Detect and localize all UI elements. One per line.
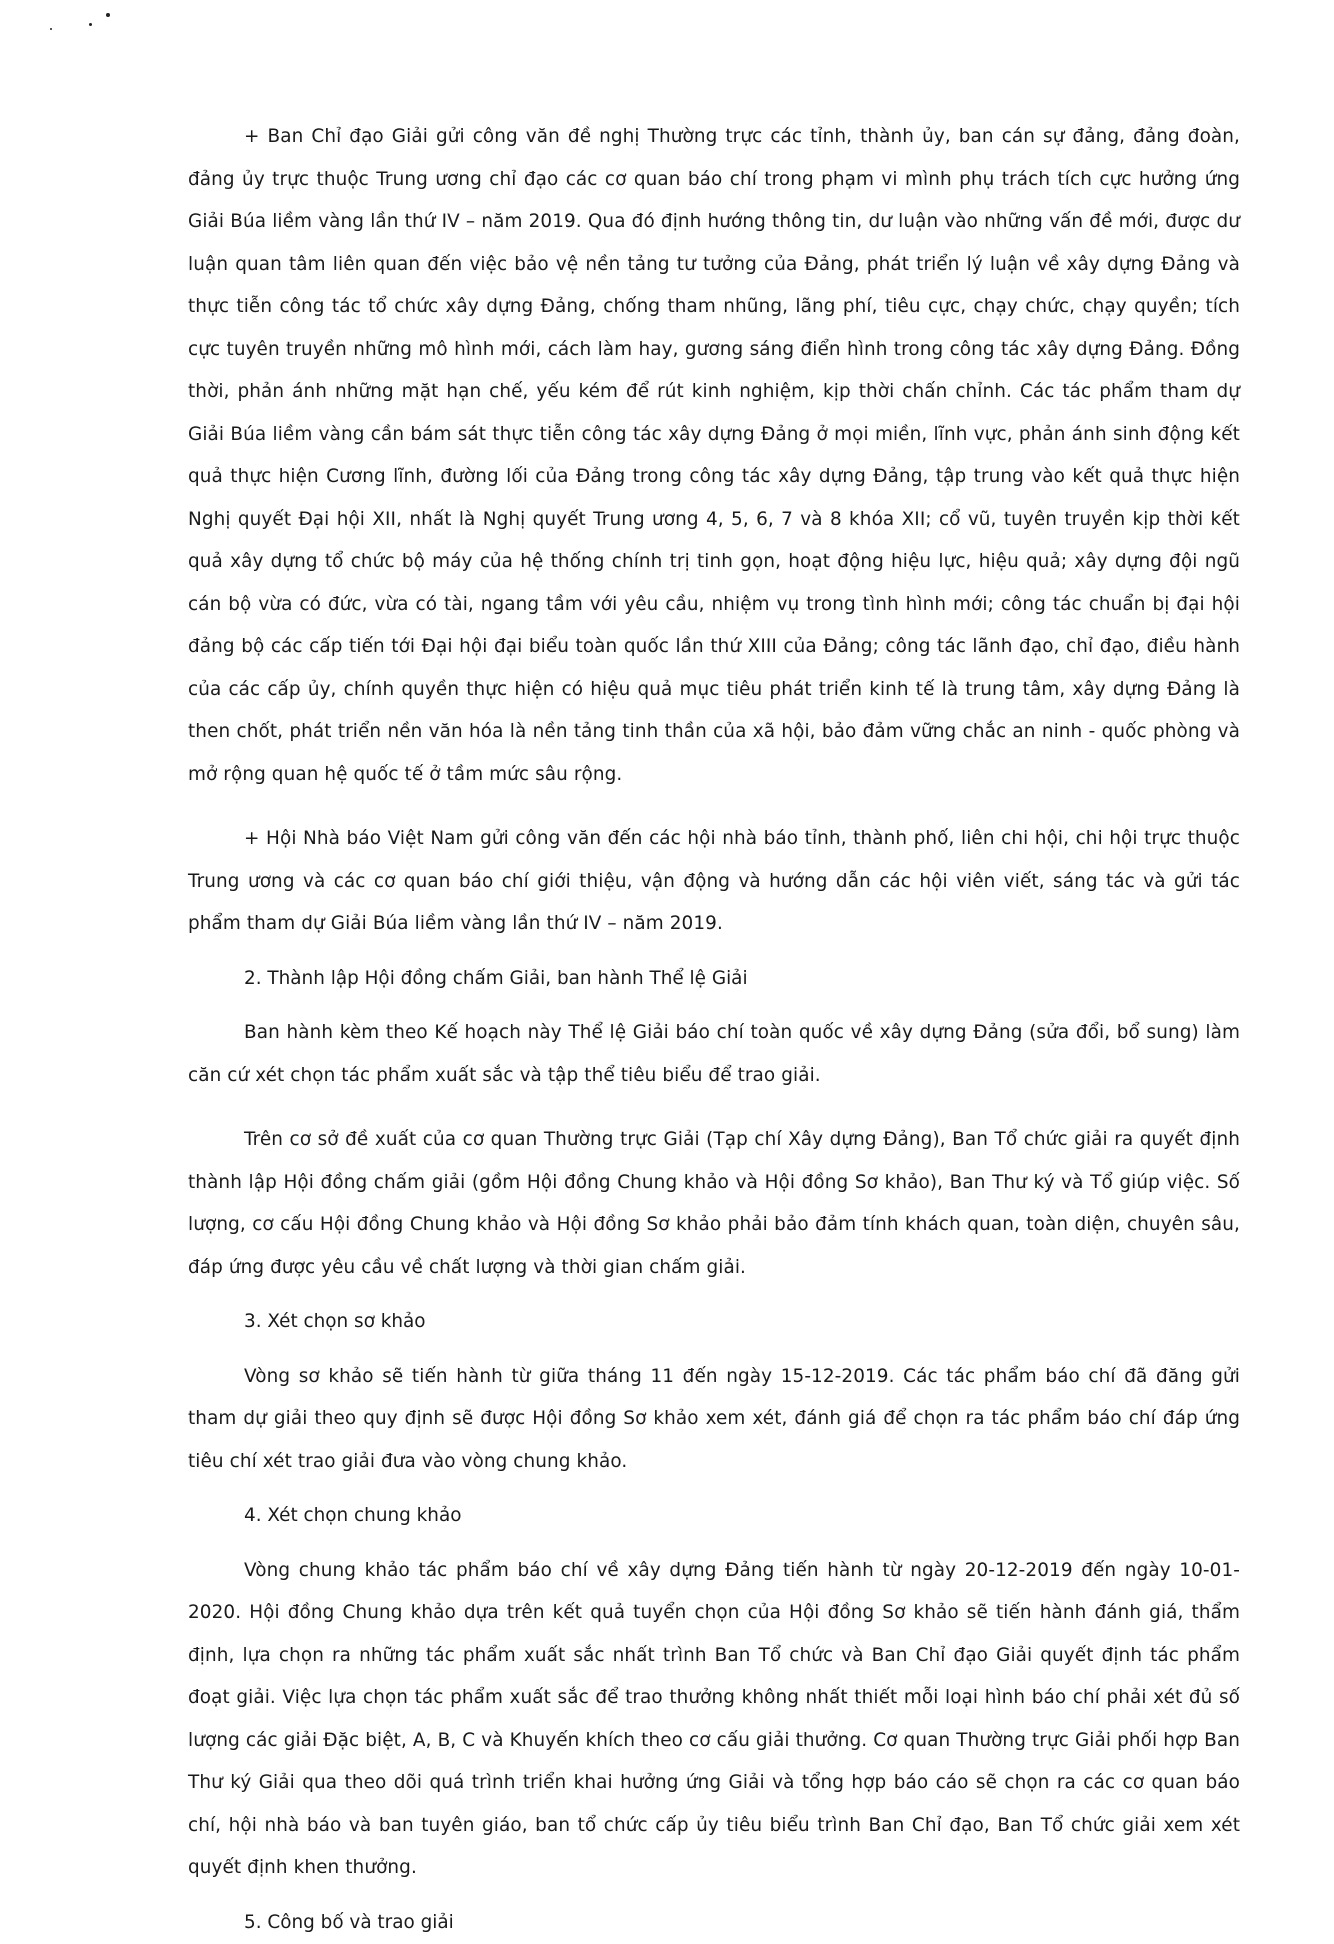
paragraph-section2-2: Trên cơ sở đề xuất của cơ quan Thường trực Giải (Tạp chí Xây dựng Đảng), Ban Tổ chức giải ra quyết định thành lập Hội đồng chấm giải (gồm Hội đồng Chung khảo và Hội đồng Sơ khảo), Ban Thư ký và Tổ giúp việc. Số lượng, cơ cấu Hội đồng Chung khảo và Hội đồng Sơ khảo phải bảo đảm tính khách quan, toàn diện, chuyên sâu, đáp ứng được yêu cầu về chất lượng và thời gian chấm giải. xyxy=(188,1119,1240,1289)
paragraph-hoi-nha-bao: + Hội Nhà báo Việt Nam gửi công văn đến các hội nhà báo tỉnh, thành phố, liên chi hội, chi hội trực thuộc Trung ương và các cơ quan báo chí giới thiệu, vận động và hướng dẫn các hội viên viết, sáng tác và gửi tác phẩm tham dự Giải Búa liềm vàng lần thứ IV – năm 2019. xyxy=(188,818,1240,946)
document-body xyxy=(188,116,1240,1944)
section-heading-5: 5. Công bố và trao giải xyxy=(188,1902,1240,1944)
section-heading-3: 3. Xét chọn sơ khảo xyxy=(188,1301,1240,1344)
paragraph-section4-1: Vòng chung khảo tác phẩm báo chí về xây dựng Đảng tiến hành từ ngày 20-12-2019 đến ngày 10-01-2020. Hội đồng Chung khảo dựa trên kết quả tuyển chọn của Hội đồng Sơ khảo sẽ tiến hành đánh giá, thẩm định, lựa chọn ra những tác phẩm xuất sắc nhất trình Ban Tổ chức và Ban Chỉ đạo Giải quyết định tác phẩm đoạt giải. Việc lựa chọn tác phẩm xuất sắc để trao thưởng không nhất thiết mỗi loại hình báo chí phải xét đủ số lượng các giải Đặc biệt, A, B, C và Khuyến khích theo cơ cấu giải thưởng. Cơ quan Thường trực Giải phối hợp Ban Thư ký Giải qua theo dõi quá trình triển khai hưởng ứng Giải và tổng hợp báo cáo sẽ chọn ra các cơ quan báo chí, hội nhà báo và ban tuyên giáo, ban tổ chức cấp ủy tiêu biểu trình Ban Chỉ đạo, Ban Tổ chức giải xem xét quyết định khen thưởng. xyxy=(188,1550,1240,1890)
paragraph-ban-chi-dao: + Ban Chỉ đạo Giải gửi công văn đề nghị Thường trực các tỉnh, thành ủy, ban cán sự đảng, đảng đoàn, đảng ủy trực thuộc Trung ương chỉ đạo các cơ quan báo chí trong phạm vi mình phụ trách tích cực hưởng ứng Giải Búa liềm vàng lần thứ IV – năm 2019. Qua đó định hướng thông tin, dư luận vào những vấn đề mới, được dư luận quan tâm liên quan đến việc bảo vệ nền tảng tư tưởng của Đảng, phát triển lý luận về xây dựng Đảng và thực tiễn công tác tổ chức xây dựng Đảng, chống tham nhũng, lãng phí, tiêu cực, chạy chức, chạy quyền; tích cực tuyên truyền những mô hình mới, cách làm hay, gương sáng điển hình trong công tác xây dựng Đảng. Đồng thời, phản ánh những mặt hạn chế, yếu kém để rút kinh nghiệm, kịp thời chấn chỉnh. Các tác phẩm tham dự Giải Búa liềm vàng cần bám sát thực tiễn công tác xây dựng Đảng ở mọi miền, lĩnh vực, phản ánh sinh động kết quả thực hiện Cương lĩnh, đường lối của Đảng trong công tác xây dựng Đảng, tập trung vào kết quả thực hiện Nghị quyết Đại hội XII, nhất là Nghị quyết Trung ương 4, 5, 6, 7 và 8 khóa XII; cổ vũ, tuyên truyền kịp thời kết quả xây dựng tổ chức bộ máy của hệ thống chính trị tinh gọn, hoạt động hiệu lực, hiệu quả; xây dựng đội ngũ cán bộ vừa có đức, vừa có tài, ngang tầm với yêu cầu, nhiệm vụ trong tình hình mới; công tác chuẩn bị đại hội đảng bộ các cấp tiến tới Đại hội đại biểu toàn quốc lần thứ XIII của Đảng; công tác lãnh đạo, chỉ đạo, điều hành của các cấp ủy, chính quyền thực hiện có hiệu quả mục tiêu phát triển kinh tế là trung tâm, xây dựng Đảng là then chốt, phát triển nền văn hóa là nền tảng tinh thần của xã hội, bảo đảm vững chắc an ninh - quốc phòng và mở rộng quan hệ quốc tế ở tầm mức sâu rộng. xyxy=(188,116,1240,796)
speck xyxy=(89,23,92,26)
section-heading-2: 2. Thành lập Hội đồng chấm Giải, ban hành Thể lệ Giải xyxy=(188,958,1240,1001)
section-heading-4: 4. Xét chọn chung khảo xyxy=(188,1495,1240,1538)
speck xyxy=(106,13,110,17)
speck xyxy=(50,28,52,30)
paragraph-section2-1: Ban hành kèm theo Kế hoạch này Thể lệ Giải báo chí toàn quốc về xây dựng Đảng (sửa đổi, bổ sung) làm căn cứ xét chọn tác phẩm xuất sắc và tập thể tiêu biểu để trao giải. xyxy=(188,1012,1240,1097)
paragraph-section3-1: Vòng sơ khảo sẽ tiến hành từ giữa tháng 11 đến ngày 15-12-2019. Các tác phẩm báo chí đã đăng gửi tham dự giải theo quy định sẽ được Hội đồng Sơ khảo xem xét, đánh giá để chọn ra tác phẩm báo chí đáp ứng tiêu chí xét trao giải đưa vào vòng chung khảo. xyxy=(188,1356,1240,1484)
scan-specks xyxy=(50,10,130,40)
